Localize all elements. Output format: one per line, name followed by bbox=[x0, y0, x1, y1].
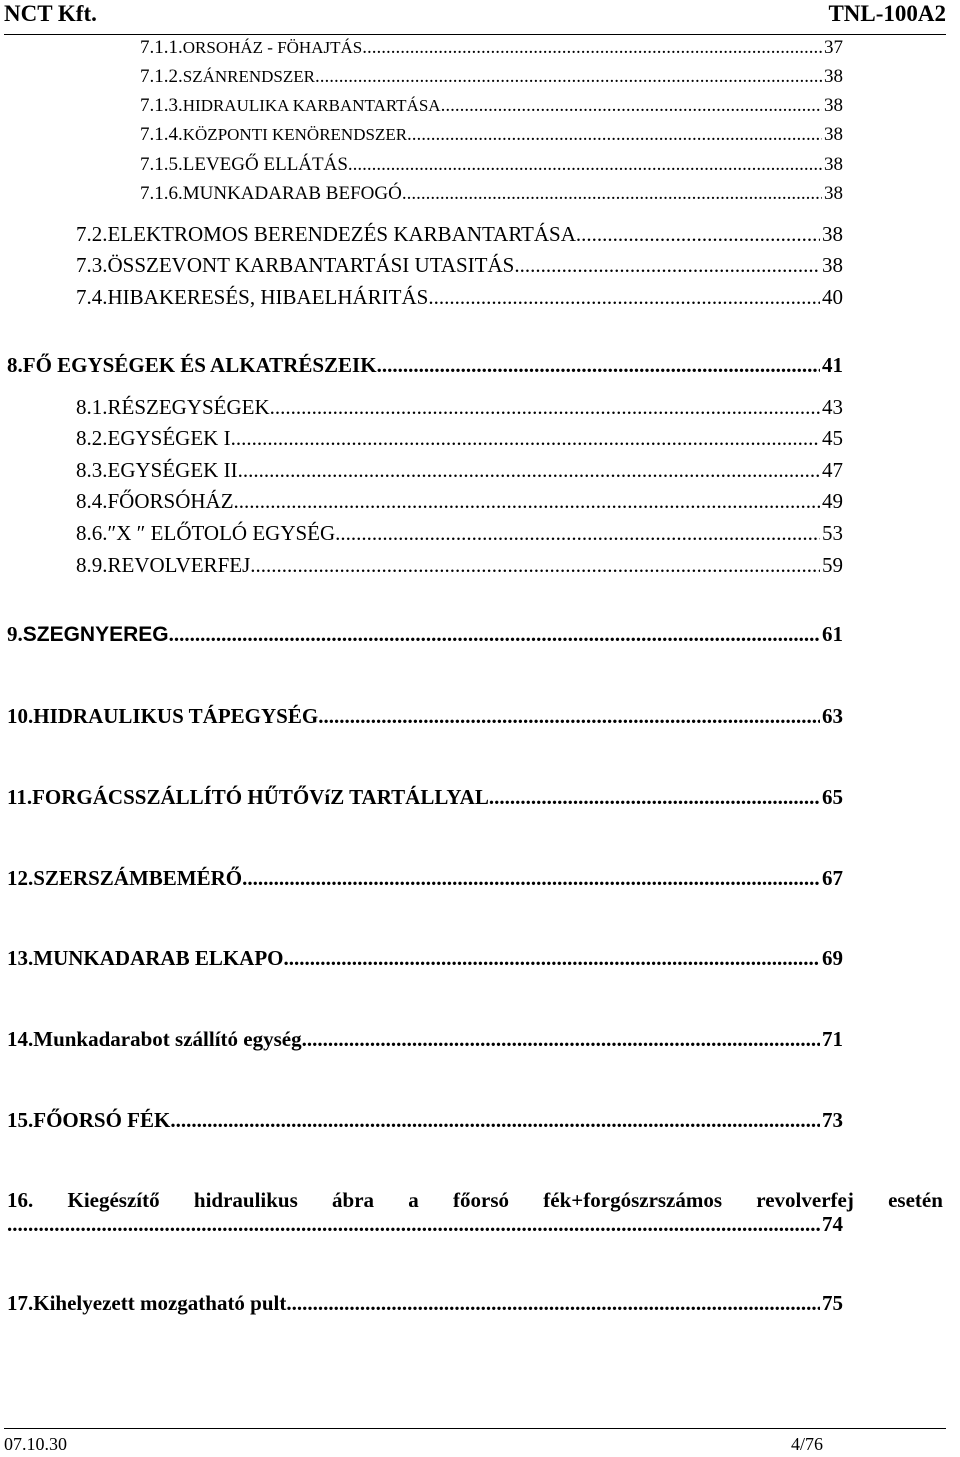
toc-page-number: 38 bbox=[824, 66, 843, 87]
toc-entry-title: REVOLVERFEJ bbox=[107, 553, 251, 577]
toc-entry[interactable]: 8.1. RÉSZEGYSÉGEK ..... 43 bbox=[76, 394, 843, 420]
toc-entry-title: ELEKTROMOS BERENDEZÉS KARBANTARTÁSA bbox=[107, 222, 576, 246]
page-header bbox=[4, 0, 946, 35]
toc-leader bbox=[234, 488, 820, 514]
toc-entry[interactable]: 8.9. REVOLVERFEJ ..... 59 bbox=[76, 552, 843, 578]
toc-entry[interactable]: 10. HIDRAULIKUS TÁPEGYSÉG ..... 63 bbox=[7, 703, 843, 729]
toc-entry-title: Kihelyezett mozgatható pult bbox=[33, 1291, 287, 1315]
toc-page-number: 41 bbox=[822, 353, 843, 377]
toc-page-number: 73 bbox=[822, 1108, 843, 1132]
toc-leader bbox=[242, 865, 820, 891]
toc-entry-title: EGYSÉGEK I bbox=[107, 426, 231, 450]
toc-page-number: 43 bbox=[822, 395, 843, 419]
toc-entry[interactable]: 7.1.3. HIDRAULIKA KARBANTARTÁSA ..... 38 bbox=[140, 93, 843, 119]
footer-date: 07.10.30 bbox=[4, 1434, 67, 1454]
toc-entry[interactable]: 7.1.5. LEVEGŐ ELLÁTÁS ..... 38 bbox=[140, 152, 843, 178]
toc-leader bbox=[250, 552, 820, 578]
toc-leader bbox=[335, 520, 820, 546]
toc-entry-title: ″X ″ ELŐTOLÓ EGYSÉG bbox=[107, 521, 336, 545]
toc-entry-title: HIDRAULIKA KARBANTARTÁSA bbox=[182, 96, 441, 115]
toc-page-number: 37 bbox=[824, 37, 843, 58]
toc-entry-title: Munkadarabot szállító egység bbox=[33, 1027, 302, 1051]
toc-leader bbox=[428, 284, 820, 310]
toc-entry-title: FŐORSÓ FÉK bbox=[33, 1108, 171, 1132]
toc-page-number: 38 bbox=[824, 183, 843, 204]
toc-leader bbox=[286, 1290, 820, 1316]
toc-entry-title: ORSOHÁZ - FÖHAJTÁS bbox=[182, 38, 363, 57]
toc-entry-title: FŐORSÓHÁZ bbox=[107, 489, 234, 513]
toc-leader bbox=[441, 93, 822, 119]
toc-entry-title: SZERSZÁMBEMÉRŐ bbox=[33, 866, 243, 890]
toc-leader bbox=[377, 352, 820, 378]
toc-page-number: 74 bbox=[822, 1212, 843, 1236]
toc-entry[interactable]: 14. Munkadarabot szállító egység ..... 71 bbox=[7, 1026, 843, 1052]
toc-entry[interactable]: 8.3. EGYSÉGEK II ..... 47 bbox=[76, 457, 843, 483]
toc-entry[interactable]: 7.4. HIBAKERESÉS, HIBAELHÁRITÁS ..... 40 bbox=[76, 284, 843, 310]
toc-page-number: 38 bbox=[822, 253, 843, 277]
toc-entry[interactable]: 15. FŐORSÓ FÉK ..... 73 bbox=[7, 1107, 843, 1133]
toc-entry-title: SZÁNRENDSZER bbox=[182, 67, 315, 86]
toc-page-number: 71 bbox=[822, 1027, 843, 1051]
toc-entry[interactable]: 13. MUNKADARAB ELKAPO ..... 69 bbox=[7, 945, 843, 971]
toc-leader bbox=[489, 784, 820, 810]
toc-page-number: 38 bbox=[824, 154, 843, 175]
toc-entry[interactable]: 11. FORGÁCSSZÁLLÍTÓ HŰTŐVíZ TARTÁLLYAL ..... 65 bbox=[7, 784, 843, 810]
toc-entry[interactable]: 7.1.1. ORSOHÁZ - FÖHAJTÁS ..... 37 bbox=[140, 35, 843, 61]
document-code: TNL-100A2 bbox=[828, 1, 946, 26]
toc-page-number: 59 bbox=[822, 553, 843, 577]
toc-leader bbox=[514, 252, 820, 278]
toc-entry[interactable]: 7.1.2. SZÁNRENDSZER ..... 38 bbox=[140, 64, 843, 90]
toc-entry-title: RÉSZEGYSÉGEK bbox=[107, 395, 270, 419]
toc-entry[interactable]: 7.3. ÖSSZEVONT KARBANTARTÁSI UTASITÁS ..... 38 bbox=[76, 252, 843, 278]
toc-entry-title: HIDRAULIKUS TÁPEGYSÉG bbox=[33, 704, 319, 728]
toc-page-number: 63 bbox=[822, 704, 843, 728]
toc-entry-title: EGYSÉGEK II bbox=[107, 458, 238, 482]
toc-entry-title: MUNKADARAB ELKAPO bbox=[33, 946, 284, 970]
toc-leader bbox=[170, 1107, 820, 1133]
toc-entry-title: FORGÁCSSZÁLLÍTÓ HŰTŐVíZ TARTÁLLYAL bbox=[32, 785, 489, 809]
toc-entry-title: KÖZPONTI KENÖRENDSZER bbox=[182, 125, 408, 144]
toc-leader bbox=[576, 221, 820, 247]
toc-entry-title: MUNKADARAB BEFOGÓ bbox=[182, 183, 402, 204]
toc-leader bbox=[318, 703, 820, 729]
toc-leader bbox=[402, 181, 822, 207]
toc-entry[interactable]: 7.1.4. KÖZPONTI KENÖRENDSZER ..... 38 bbox=[140, 122, 843, 148]
toc-page-number: 40 bbox=[822, 285, 843, 309]
toc-entry-wrapped-title[interactable]: 16. Kiegészítő hidraulikus ábra a főorsó fék+forgószrszámos revolverfej esetén bbox=[7, 1188, 943, 1212]
toc-page-number: 49 bbox=[822, 489, 843, 513]
toc-leader bbox=[348, 152, 822, 178]
toc-page-number: 61 bbox=[822, 622, 843, 646]
toc-page-number: 53 bbox=[822, 521, 843, 545]
toc-page-number: 45 bbox=[822, 426, 843, 450]
toc-leader bbox=[231, 425, 820, 451]
toc-page-number: 38 bbox=[824, 95, 843, 116]
toc-leader bbox=[7, 1211, 820, 1237]
toc-leader bbox=[169, 621, 820, 647]
toc-entry-title: LEVEGŐ ELLÁTÁS bbox=[182, 154, 348, 175]
toc-leader bbox=[284, 945, 821, 971]
toc-entry[interactable]: 9. SZEGNYEREG ..... 61 bbox=[7, 621, 843, 647]
company-name: NCT Kft. bbox=[4, 1, 97, 26]
toc-entry-title: FŐ EGYSÉGEK ÉS ALKATRÉSZEIK bbox=[22, 353, 377, 377]
toc-leader bbox=[270, 394, 820, 420]
toc-page-number: 75 bbox=[822, 1291, 843, 1315]
toc-leader bbox=[302, 1026, 820, 1052]
toc-entry[interactable]: 17. Kihelyezett mozgatható pult ..... 75 bbox=[7, 1290, 843, 1316]
toc-leader bbox=[362, 35, 822, 61]
toc-entry-wrapped-leader[interactable] bbox=[7, 1211, 843, 1237]
toc-page-number: 65 bbox=[822, 785, 843, 809]
toc-page-number: 69 bbox=[822, 946, 843, 970]
toc-leader bbox=[407, 122, 822, 148]
toc-entry-title: ÖSSZEVONT KARBANTARTÁSI UTASITÁS bbox=[107, 253, 515, 277]
toc-entry[interactable]: 7.2. ELEKTROMOS BERENDEZÉS KARBANTARTÁSA ..... 38 bbox=[76, 221, 843, 247]
toc-entry[interactable]: 8.4. FŐORSÓHÁZ ..... 49 bbox=[76, 488, 843, 514]
toc-entry[interactable]: 8.2. EGYSÉGEK I ..... 45 bbox=[76, 425, 843, 451]
toc-page-number: 67 bbox=[822, 866, 843, 890]
toc-entry[interactable]: 8. FŐ EGYSÉGEK ÉS ALKATRÉSZEIK ..... 41 bbox=[7, 352, 843, 378]
toc-entry[interactable]: 7.1.6. MUNKADARAB BEFOGÓ ..... 38 bbox=[140, 181, 843, 207]
toc-entry[interactable]: 8.6. ″X ″ ELŐTOLÓ EGYSÉG ..... 53 bbox=[76, 520, 843, 546]
toc-entry-title: SZEGNYEREG bbox=[22, 623, 169, 646]
toc-page-number: 38 bbox=[822, 222, 843, 246]
toc-page-number: 47 bbox=[822, 458, 843, 482]
toc-entry-title: HIBAKERESÉS, HIBAELHÁRITÁS bbox=[107, 285, 429, 309]
toc-leader bbox=[238, 457, 820, 483]
toc-leader bbox=[315, 64, 822, 90]
toc-entry[interactable]: 12. SZERSZÁMBEMÉRŐ ..... 67 bbox=[7, 865, 843, 891]
footer-page-number: 4/76 bbox=[790, 1434, 823, 1454]
toc-page-number: 38 bbox=[824, 124, 843, 145]
